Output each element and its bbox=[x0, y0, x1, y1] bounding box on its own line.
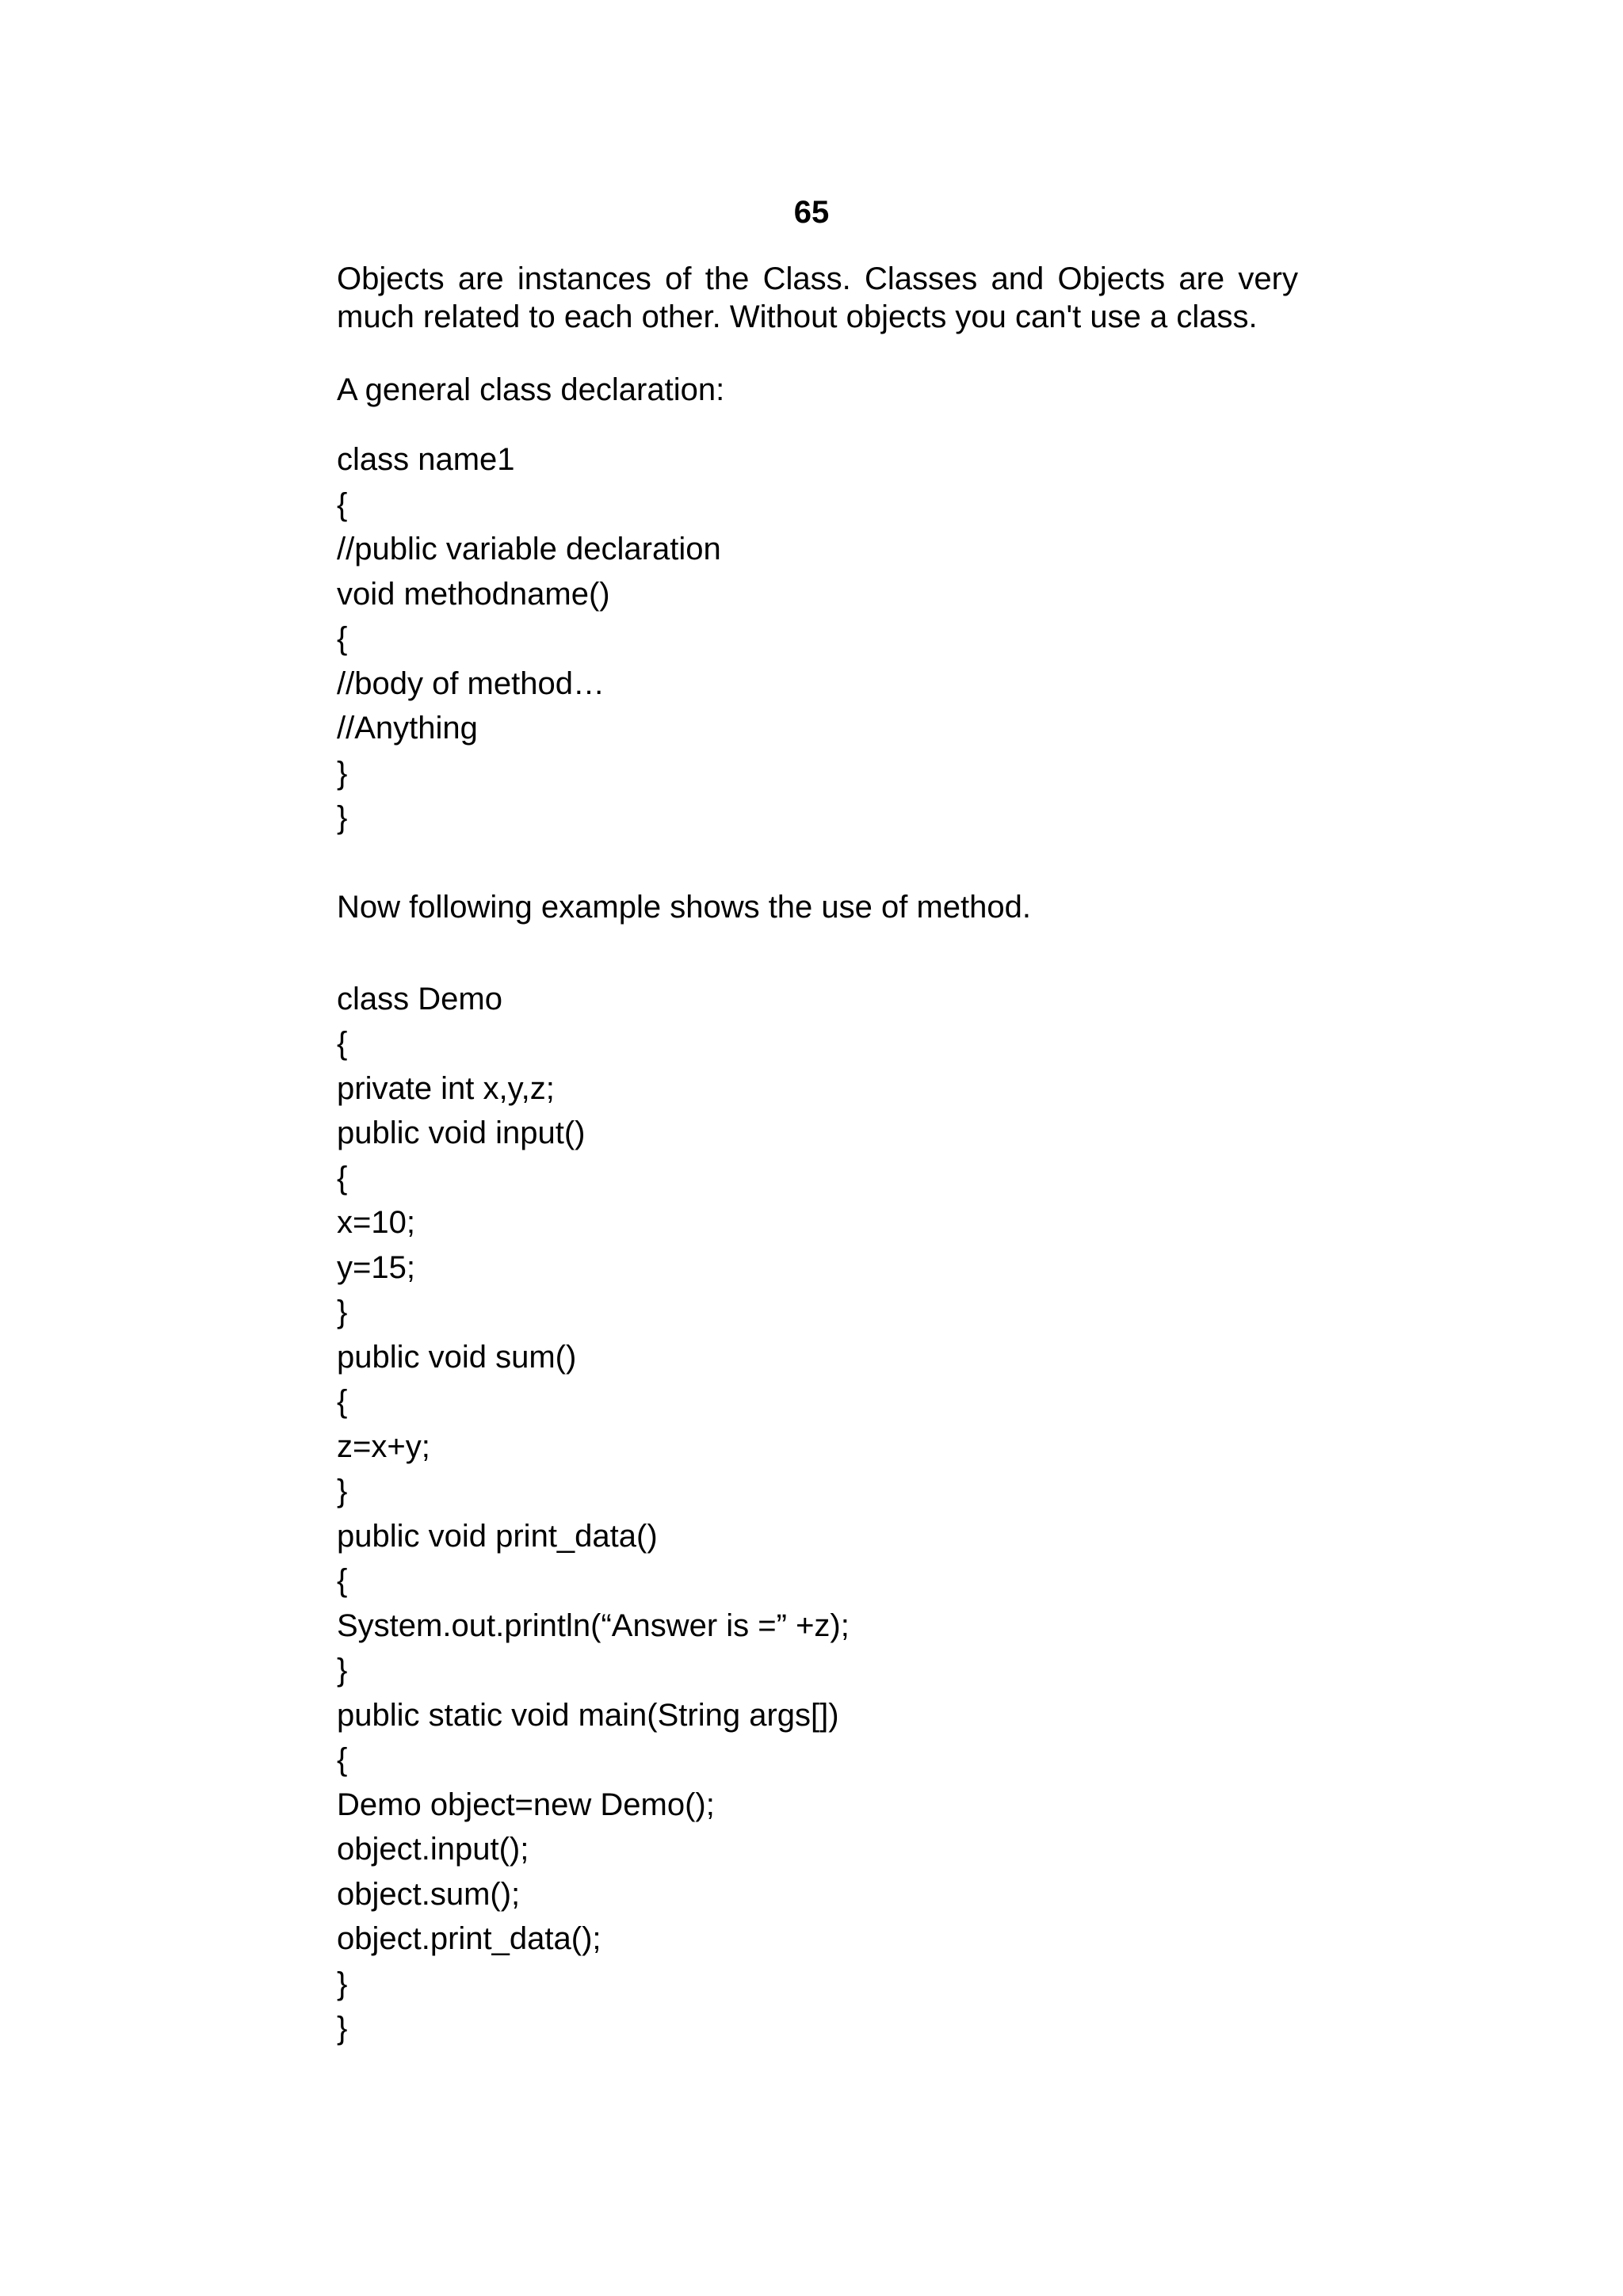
code-line: { bbox=[337, 621, 348, 656]
code-line: { bbox=[337, 1160, 348, 1196]
code-line: { bbox=[337, 1742, 348, 1777]
code-line: System.out.println(“Answer is =” +z); bbox=[337, 1608, 850, 1643]
code-line: //Anything bbox=[337, 711, 478, 746]
code-line: } bbox=[337, 2011, 348, 2046]
code-line: public void print_data() bbox=[337, 1518, 658, 1554]
code-line: class Demo bbox=[337, 981, 502, 1016]
example-caption: Now following example shows the use of method. bbox=[337, 889, 1032, 925]
code-line: { bbox=[337, 1384, 348, 1419]
intro-paragraph: Objects are instances of the Class. Classes and Objects are very much related to each other. Without objects you can't use a class. bbox=[337, 261, 1298, 334]
code-line: private int x,y,z; bbox=[337, 1070, 555, 1106]
code-line: object.print_data(); bbox=[337, 1921, 601, 1956]
demo-class-code-block bbox=[337, 977, 1298, 2051]
code-line: { bbox=[337, 1026, 348, 1061]
code-line: public void input() bbox=[337, 1116, 586, 1150]
code-line: { bbox=[337, 1563, 348, 1598]
declaration-heading: A general class declaration: bbox=[337, 372, 725, 407]
code-line: //body of method… bbox=[337, 666, 605, 701]
code-line: //public variable declaration bbox=[337, 532, 721, 566]
code-line: } bbox=[337, 800, 348, 835]
code-line: { bbox=[337, 486, 348, 522]
code-line: } bbox=[337, 1474, 348, 1508]
page-content bbox=[337, 260, 1298, 2051]
code-line: class name1 bbox=[337, 442, 515, 477]
code-line: z=x+y; bbox=[337, 1428, 430, 1464]
general-class-code-block bbox=[337, 437, 1298, 841]
code-line: public static void main(String args[]) bbox=[337, 1697, 839, 1733]
code-line: public void sum() bbox=[337, 1339, 577, 1375]
code-line: } bbox=[337, 1653, 348, 1688]
code-line: } bbox=[337, 1966, 348, 2001]
code-line: object.sum(); bbox=[337, 1876, 521, 1912]
code-line: y=15; bbox=[337, 1249, 415, 1285]
code-line: } bbox=[337, 755, 348, 791]
code-line: void methodname() bbox=[337, 576, 610, 612]
code-line: object.input(); bbox=[337, 1832, 529, 1867]
code-line: } bbox=[337, 1295, 348, 1329]
code-line: Demo object=new Demo(); bbox=[337, 1787, 715, 1822]
code-line: x=10; bbox=[337, 1205, 415, 1240]
page-number: 65 bbox=[793, 195, 830, 230]
